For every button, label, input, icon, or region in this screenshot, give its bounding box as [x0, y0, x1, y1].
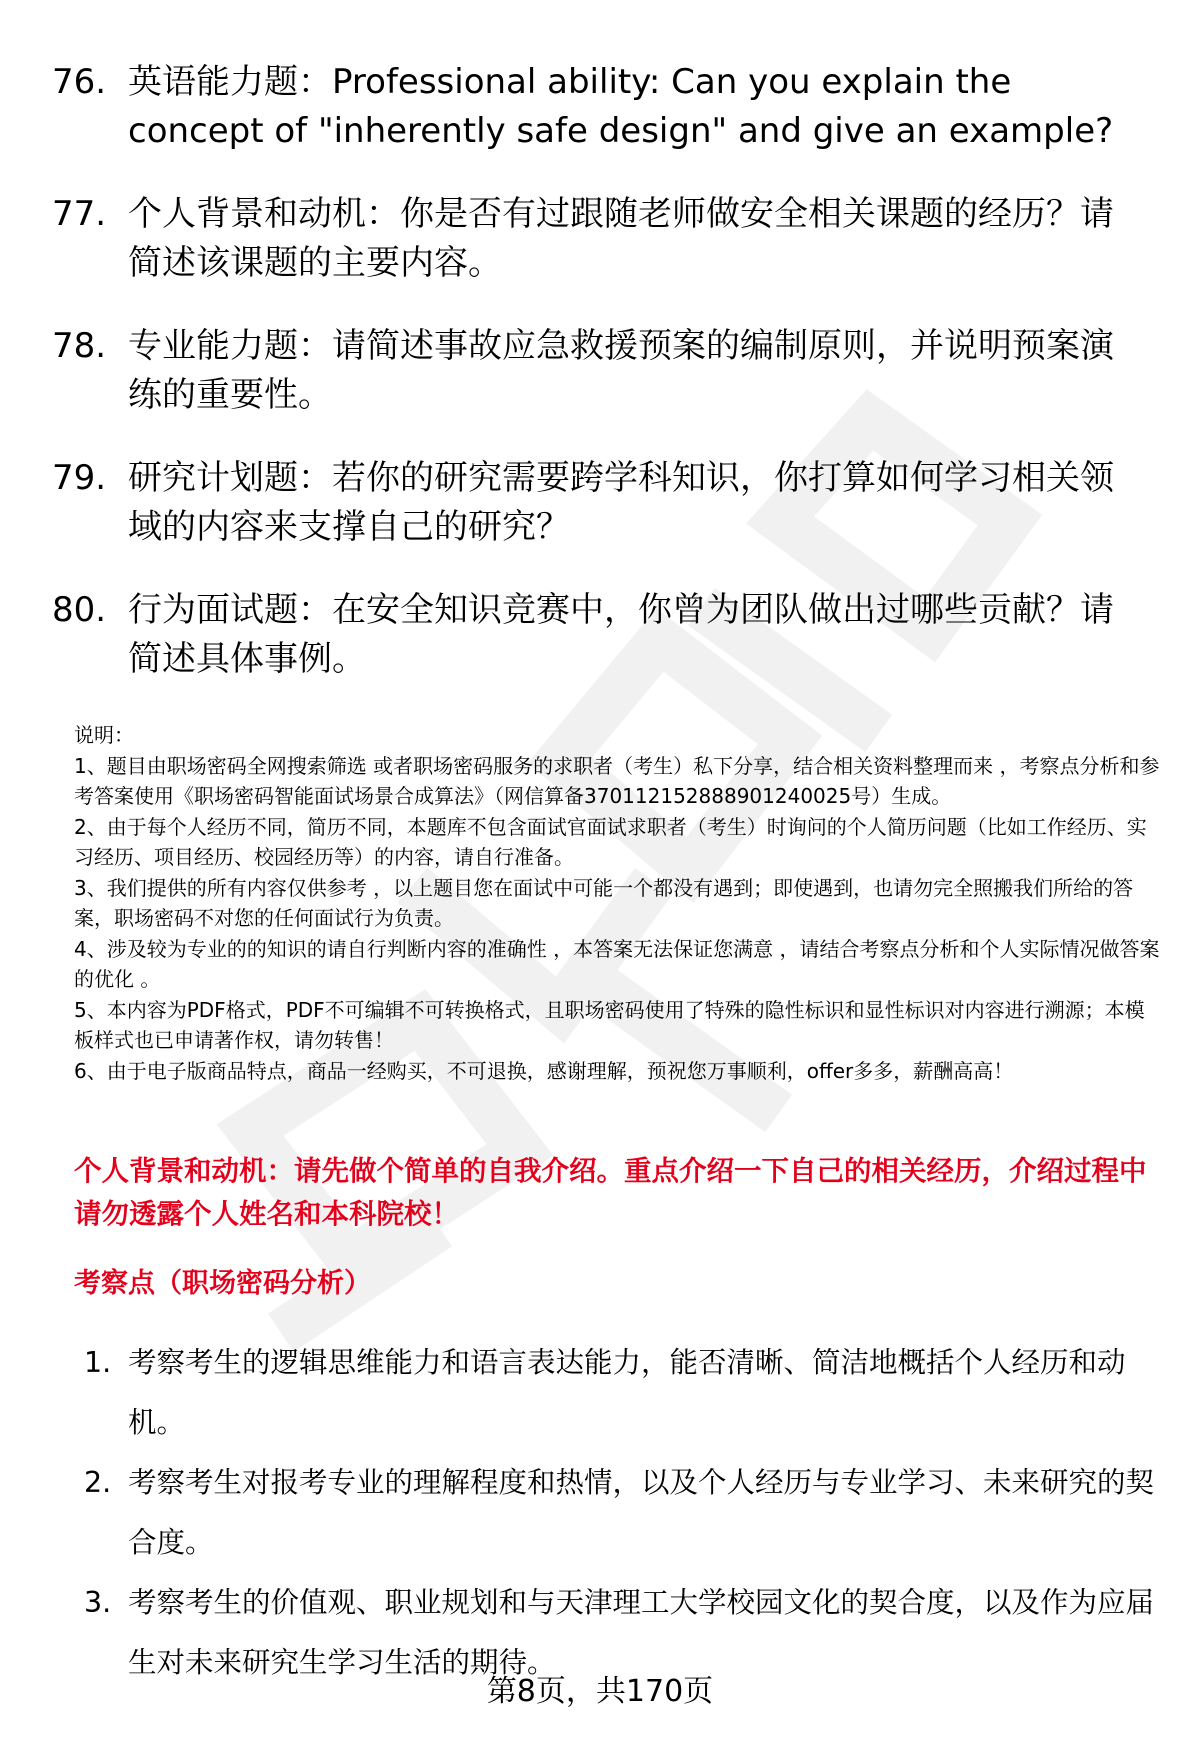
point-number: 3.	[84, 1586, 112, 1619]
question-text: 专业能力题：请简述事故应急救援预案的编制原则，并说明预案演练的重要性。	[128, 326, 1114, 415]
list-item	[84, 1333, 1164, 1453]
list-item	[52, 58, 1152, 156]
question-text: 行为面试题：在安全知识竞赛中，你曾为团队做出过哪些贡献？请简述具体事例。	[128, 590, 1114, 679]
notes-title: 说明：	[74, 723, 134, 747]
featured-question: 个人背景和动机：请先做个简单的自我介绍。重点介绍一下自己的相关经历，介绍过程中请勿透露个人姓名和本科院校！	[74, 1155, 1147, 1230]
note-item: 3、我们提供的所有内容仅供参考 ，以上题目您在面试中可能一个都没有遇到；即使遇到，也请勿完全照搬我们所给的答案，职场密码不对您的任何面试行为负责。	[74, 875, 1134, 930]
question-text: 个人背景和动机：你是否有过跟随老师做安全相关课题的经历？请简述该课题的主要内容。	[128, 194, 1114, 283]
point-number: 2.	[84, 1466, 112, 1499]
notes-section	[74, 720, 1164, 1086]
point-text: 考察考生的价值观、职业规划和与天津理工大学校园文化的契合度，以及作为应届生对未来研究生学习生活的期待。	[128, 1586, 1155, 1679]
list-item	[84, 1453, 1164, 1573]
question-number: 77.	[52, 194, 107, 234]
list-item	[52, 454, 1152, 552]
point-text: 考察考生对报考专业的理解程度和热情，以及个人经历与专业学习、未来研究的契合度。	[128, 1466, 1155, 1559]
question-number: 78.	[52, 326, 107, 366]
question-text: 研究计划题：若你的研究需要跨学科知识，你打算如何学习相关领域的内容来支撑自己的研究？	[128, 458, 1114, 547]
note-item: 2、由于每个人经历不同，简历不同，本题库不包含面试官面试求职者（考生）时询问的个人简历问题（比如工作经历、实习经历、项目经历、校园经历等）的内容，请自行准备。	[74, 814, 1147, 869]
note-item: 5、本内容为PDF格式，PDF不可编辑不可转换格式，且职场密码使用了特殊的隐性标识和显性标识对内容进行溯源；本模板样式也已申请著作权，请勿转售！	[74, 997, 1145, 1052]
question-list	[52, 58, 1152, 718]
page-number: 第8页，共170页	[486, 1674, 714, 1709]
analysis-points	[84, 1333, 1164, 1693]
list-item	[52, 322, 1152, 420]
note-item: 1、题目由职场密码全网搜索筛选 或者职场密码服务的求职者（考生）私下分享，结合相关资料整理而来 ，考察点分析和参考答案使用《职场密码智能面试场景合成算法》（网信算备370112152888901240025号）生成。	[74, 753, 1160, 808]
question-number: 76.	[52, 62, 107, 102]
point-text: 考察考生的逻辑思维能力和语言表达能力，能否清晰、简洁地概括个人经历和动机。	[128, 1346, 1126, 1439]
note-item: 4、涉及较为专业的的知识的请自行判断内容的准确性 ，本答案无法保证您满意 ，请结合考察点分析和个人实际情况做答案的优化 。	[74, 936, 1160, 991]
list-item	[52, 190, 1152, 288]
point-number: 1.	[84, 1346, 112, 1379]
note-item: 6、由于电子版商品特点，商品一经购买，不可退换，感谢理解，预祝您万事顺利，offer多多，薪酬高高！	[74, 1058, 1014, 1083]
question-number: 80.	[52, 590, 107, 630]
analysis-title: 考察点（职场密码分析）	[74, 1268, 371, 1299]
question-text: 英语能力题：Professional ability: Can you explain the concept of "inherently safe design" and give an example?	[128, 62, 1114, 151]
question-number: 79.	[52, 458, 107, 498]
list-item	[52, 586, 1152, 684]
